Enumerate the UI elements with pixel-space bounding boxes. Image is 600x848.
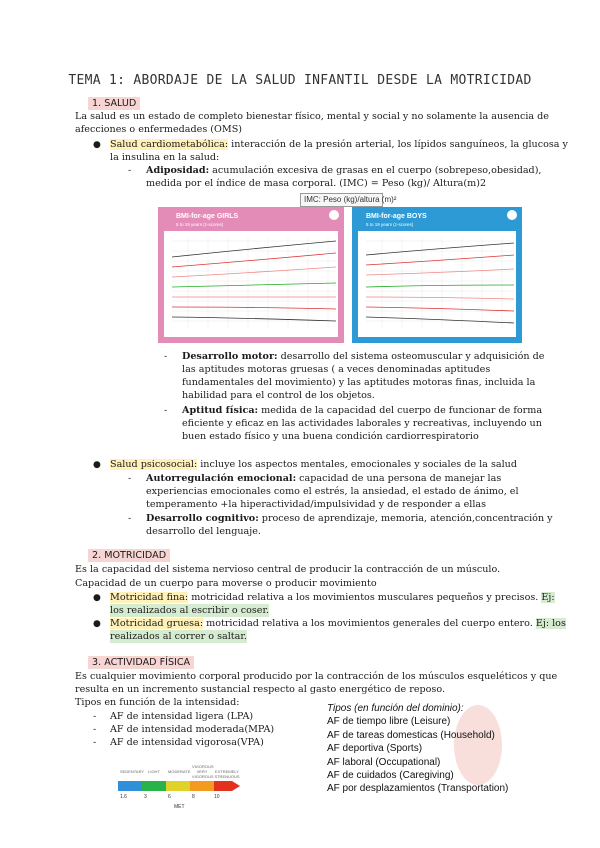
met-tick: 10 [214,794,220,800]
dash-bullet: - [93,737,97,748]
term-text: capacidad de una persona de manejar las [296,473,502,484]
section-heading-motricidad: 2. MOTRICIDAD [88,549,170,562]
bullet-dot: ● [93,593,101,603]
met-segment-strenuous [214,781,240,791]
term-text: motricidad relativa a los movimientos musculares pequeños y precisos. [188,592,539,603]
domain-item: AF deportiva (Sports) [327,743,423,755]
met-tick: 8 [192,794,195,800]
met-tick: 3 [144,794,147,800]
bmi-girls-chart [158,207,344,343]
paragraph: Es cualquier movimiento corporal producido por la contracción de los músculos esqueléticos y que [75,671,558,682]
paragraph: Tipos en función de la intensidad: [75,697,240,708]
met-segment-moderate [166,781,190,791]
list-item-cont: eficiente y eficaz en las actividades laborales y recreativas, incluyendo un [182,418,542,429]
met-segment-sedentary [118,781,142,791]
domain-types-list [327,702,508,796]
dash-bullet: - [164,405,168,416]
term-text: motricidad relativa a los movimientos generales del cuerpo entero. [203,618,533,629]
chart-subtitle: 5 to 19 years (z-scores) [366,222,414,227]
list-item-cont: la insulina en la salud: [110,152,220,163]
chart-title: BMI-for-age GIRLS [176,213,239,220]
term-highlight: Motricidad fina: [110,592,189,603]
term-text: incluye los aspectos mentales, emocionales y sociales de la salud [197,459,517,470]
term-text: interacción de la presión arterial, los lípidos sanguíneos, la glucosa y [228,139,568,150]
paragraph: Es la capacidad del sistema nervioso central de producir la contracción de un músculo. [75,564,501,575]
bmi-boys-chart [352,207,522,343]
list-item-cont: habilidad para el control de los objetos. [182,390,375,401]
term-text: medida de la capacidad del cuerpo de funcionar de forma [258,405,543,416]
example-highlight: Ej: los [535,618,566,629]
term-bold: Aptitud física: [182,405,259,416]
domain-item: AF por desplazamientos (Transportation) [327,783,509,795]
domain-item: AF de tiempo libre (Leisure) [327,716,451,728]
dash-bullet: - [128,165,132,176]
list-item-cont: temperamento +la hiperactividad/impulsividad y de responder a ellas [146,499,487,510]
domain-item: AF de tareas domesticas (Household) [327,729,495,741]
list-item-cont: las aptitudes motoras gruesas ( a veces denominadas aptitudes [182,364,491,375]
bmi-formula-image: IMC: Peso (kg)/altura (m)² [300,193,383,207]
list-item [110,458,517,471]
list-item [182,350,544,363]
met-segment-light [142,781,166,791]
met-intensity-scale [118,764,240,814]
met-label: EXTREMELY STRENUOUS [214,769,240,779]
term-text: proceso de aprendizaje, memoria, atención,concentración y [258,513,553,524]
term-highlight: Salud psicosocial: [110,459,198,470]
list-item [182,404,542,417]
example-highlight: los realizados al escribir o coser. [110,605,270,616]
paragraph: resulta en un incremento sustancial respecto al gasto energético de reposo. [75,684,446,695]
who-logo-icon [507,210,517,220]
dash-bullet: - [93,711,97,722]
term-text: acumulación excesiva de grasas en el cuerpo (sobrepeso,obesidad), [209,165,542,176]
page-title: TEMA 1: ABORDAJE DE LA SALUD INFANTIL DESDE LA MOTRICIDAD [68,73,532,88]
domain-title: Tipos (en función del dominio): [327,703,464,714]
met-tick: 6 [168,794,171,800]
list-item [146,512,553,525]
dash-bullet: - [128,473,132,484]
list-item [110,138,568,151]
list-item [146,164,542,177]
term-bold: Desarrollo cognitivo: [146,513,259,524]
list-item [146,472,501,485]
met-label: MODERATE [168,769,191,774]
paragraph: afecciones o enfermedades (OMS) [75,124,243,135]
met-label: SEDENTARY [120,769,145,774]
list-item: AF de intensidad vigorosa(VPA) [110,737,264,748]
term-bold: Desarrollo motor: [182,351,278,362]
met-label: VIGOROUS [192,764,214,769]
met-label: LIGHT [148,769,160,774]
list-item: AF de intensidad moderada(MPA) [110,724,275,735]
term-highlight: Salud cardiometabólica: [110,139,229,150]
section-heading-salud: 1. SALUD [88,97,140,110]
term-text: desarrollo del sistema osteomuscular y adquisición de [277,351,545,362]
term-bold: Adiposidad: [146,165,210,176]
met-tick: 1.6 [120,794,127,800]
domain-item: AF de cuidados (Caregiving) [327,770,454,782]
met-segment-vigorous [190,781,214,791]
term-highlight: Motricidad gruesa: [110,618,204,629]
bullet-dot: ● [93,140,101,150]
list-item [110,591,555,604]
list-item [110,617,566,630]
dash-bullet: - [128,513,132,524]
who-logo-icon [329,210,339,220]
paragraph: La salud es un estado de completo bienestar físico, mental y social y no solamente la ausencia de [75,111,549,122]
chart-subtitle: 5 to 19 years (z-scores) [176,222,224,227]
list-item: AF de intensidad ligera (LPA) [110,711,254,722]
example-highlight: Ej: [541,592,555,603]
section-heading-actividad-fisica: 3. ACTIVIDAD FÍSICA [88,656,194,669]
met-color-bar [118,778,240,792]
met-label: VERY VIGOROUS [192,769,214,779]
list-item-cont: desarrollo del lenguaje. [146,526,261,537]
list-item-cont: medida por el índice de masa corporal. (IMC) = Peso (kg)/ Altura(m)2 [146,178,487,189]
list-item-cont: fundamentales del movimiento) y las aptitudes motoras finas, incluida la [182,377,536,388]
chart-title: BMI-for-age BOYS [366,213,427,220]
paragraph: Capacidad de un cuerpo para moverse o producir movimiento [75,578,377,589]
domain-item: AF laboral (Occupational) [327,756,441,768]
dash-bullet: - [164,351,168,362]
met-axis-label: MET [174,804,185,810]
bullet-dot: ● [93,619,101,629]
dash-bullet: - [93,724,97,735]
example-highlight: realizados al correr o saltar. [110,631,247,642]
bullet-dot: ● [93,460,101,470]
list-item-cont: experiencias emocionales como el estrés, la ansiedad, el estado de ánimo, el [146,486,519,497]
list-item-cont: buen estado físico y una buena condición cardiorrespiratorio [182,431,479,442]
term-bold: Autorregulación emocional: [146,473,297,484]
